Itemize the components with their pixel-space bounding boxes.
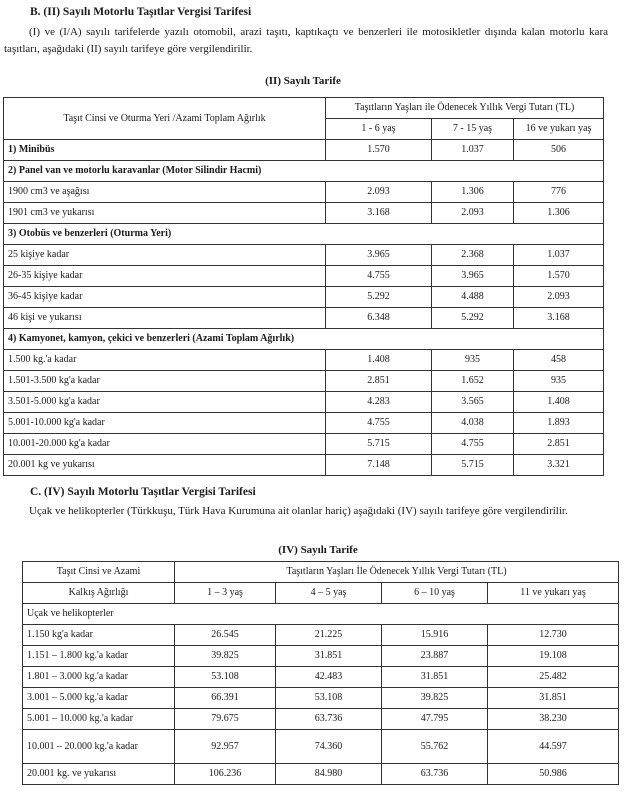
table-ii-cell: 2.851 <box>326 371 432 392</box>
table-iv-cell: 23.887 <box>382 646 488 667</box>
table-ii-row-label: 46 kişi ve yukarısı <box>4 308 326 329</box>
table-iv-header-age-2: 4 – 5 yaş <box>276 583 382 604</box>
table-iv-cell: 25.482 <box>488 667 619 688</box>
table-iv-cell: 38.230 <box>488 709 619 730</box>
table-row <box>4 245 604 266</box>
table-ii-caption: (II) Sayılı Tarife <box>265 75 341 87</box>
table-ii-cell: 3.965 <box>432 266 514 287</box>
table-iv-header-age-3: 6 – 10 yaş <box>382 583 488 604</box>
table-ii-cell: 7.148 <box>326 455 432 476</box>
table-row <box>4 392 604 413</box>
table-ii-row-label: 20.001 kg ve yukarısı <box>4 455 326 476</box>
table-row <box>4 266 604 287</box>
table-ii-header-age-2: 7 - 15 yaş <box>432 119 514 140</box>
table-ii-category-label: 3) Otobüs ve benzerleri (Oturma Yeri) <box>4 224 604 245</box>
table-row <box>4 434 604 455</box>
table-iv-cell: 50.986 <box>488 764 619 785</box>
table-ii-header-age-1: 1 - 6 yaş <box>326 119 432 140</box>
table-ii-category-row <box>4 224 604 245</box>
table-iv-cell: 26.545 <box>175 625 276 646</box>
table-row <box>4 350 604 371</box>
table-row <box>23 625 619 646</box>
table-ii-category-row <box>4 329 604 350</box>
table-row <box>23 764 619 785</box>
table-iv-caption: (IV) Sayılı Tarife <box>278 544 358 556</box>
table-ii-cell: 2.093 <box>432 203 514 224</box>
table-ii-row-label: 1900 cm3 ve aşağısı <box>4 182 326 203</box>
table-ii-category-label: 2) Panel van ve motorlu karavanlar (Motor Silindir Hacmi) <box>4 161 604 182</box>
table-row <box>4 140 604 161</box>
table-ii-cell: 4.488 <box>432 287 514 308</box>
table-iv-cell: 21.225 <box>276 625 382 646</box>
table-row <box>4 455 604 476</box>
table-iv-cell: 31.851 <box>488 688 619 709</box>
table-ii-row-label: 36-45 kişiye kadar <box>4 287 326 308</box>
table-iv-cell: 53.108 <box>276 688 382 709</box>
table-iv-cell: 53.108 <box>175 667 276 688</box>
table-iv-cell: 19.108 <box>488 646 619 667</box>
table-iv-cell: 31.851 <box>276 646 382 667</box>
table-iv-row-label: 5.001 – 10.000 kg.'a kadar <box>23 709 175 730</box>
table-iv-row-label: 1.801 – 3.000 kg.'a kadar <box>23 667 175 688</box>
table-ii-header-vehicle: Taşıt Cinsi ve Oturma Yeri /Azami Toplam Ağırlık <box>4 98 326 140</box>
table-ii-cell: 5.292 <box>432 308 514 329</box>
table-iv-header-group: Taşıtların Yaşları İle Ödenecek Yıllık Vergi Tutarı (TL) <box>175 562 619 583</box>
table-iv-cell: 31.851 <box>382 667 488 688</box>
table-ii-cell: 5.292 <box>326 287 432 308</box>
table-ii-cell: 1.408 <box>326 350 432 371</box>
table-iv-cell: 92.957 <box>175 730 276 764</box>
table-ii-cell: 935 <box>432 350 514 371</box>
table-row <box>4 182 604 203</box>
section-b-paragraph: (I) ve (I/A) sayılı tarifelerde yazılı otomobil, arazi taşıtı, kaptıkaçtı ve benzerleri ile motosikletler dışında kalan motorlu kara taşıtları, aşağıdaki (II) sayılı tarifeye göre vergilendirilir. <box>4 26 608 55</box>
table-iv-cell: 12.730 <box>488 625 619 646</box>
table-iv-row-label: 1.151 – 1.800 kg.'a kadar <box>23 646 175 667</box>
table-iv-cell: 79.675 <box>175 709 276 730</box>
table-ii-cell: 1.306 <box>514 203 604 224</box>
table-ii-cell: 2.093 <box>326 182 432 203</box>
table-ii-row-label: 26-35 kişiye kadar <box>4 266 326 287</box>
table-ii-cell: 1.306 <box>432 182 514 203</box>
table-ii-cell: 2.093 <box>514 287 604 308</box>
table-row <box>23 688 619 709</box>
table-iv-header-vehicle-1: Taşıt Cinsi ve Azami <box>23 562 175 583</box>
section-c-paragraph: Uçak ve helikopterler (Türkkuşu, Türk Hava Kurumuna ait olanlar hariç) aşağıdaki (IV) sayılı tarifeye göre vergilendirilir. <box>29 505 568 517</box>
table-row <box>23 667 619 688</box>
table-row <box>4 287 604 308</box>
table-iv-cell: 66.391 <box>175 688 276 709</box>
table-ii-cell: 5.715 <box>432 455 514 476</box>
table-iv-cell: 39.825 <box>382 688 488 709</box>
table-ii-category-label: 4) Kamyonet, kamyon, çekici ve benzerleri (Azami Toplam Ağırlık) <box>4 329 604 350</box>
table-ii-cell: 3.965 <box>326 245 432 266</box>
table-ii-header-group: Taşıtların Yaşları ile Ödenecek Yıllık Vergi Tutarı (TL) <box>326 98 604 119</box>
table-ii-row-label: 1) Minibüs <box>4 140 326 161</box>
table-ii-cell: 3.168 <box>514 308 604 329</box>
table-row <box>4 413 604 434</box>
table-ii-cell: 4.283 <box>326 392 432 413</box>
table-ii-cell: 1.893 <box>514 413 604 434</box>
table-row <box>23 646 619 667</box>
table-ii-category-row <box>4 161 604 182</box>
table-ii-row-label: 1901 cm3 ve yukarısı <box>4 203 326 224</box>
table-ii-cell: 1.037 <box>432 140 514 161</box>
table-iv-cell: 44.597 <box>488 730 619 764</box>
table-ii-cell: 506 <box>514 140 604 161</box>
table-iv-category: Uçak ve helikopterler <box>23 604 619 625</box>
table-ii-cell: 4.755 <box>326 266 432 287</box>
table-ii-row-label: 25 kişiye kadar <box>4 245 326 266</box>
table-ii-row-label: 3.501-5.000 kg'a kadar <box>4 392 326 413</box>
section-b-title: B. (II) Sayılı Motorlu Taşıtlar Vergisi Tarifesi <box>30 6 252 18</box>
table-ii-cell: 4.755 <box>432 434 514 455</box>
table-iv-header-age-1: 1 – 3 yaş <box>175 583 276 604</box>
table-ii-cell: 2.368 <box>432 245 514 266</box>
table-ii-cell: 1.570 <box>514 266 604 287</box>
table-ii-cell: 3.565 <box>432 392 514 413</box>
table-ii-cell: 2.851 <box>514 434 604 455</box>
table-iv-header-vehicle-2: Kalkış Ağırlığı <box>23 583 175 604</box>
table-iv-cell: 55.762 <box>382 730 488 764</box>
table-ii <box>3 97 604 476</box>
table-ii-cell: 3.168 <box>326 203 432 224</box>
table-ii-cell: 1.408 <box>514 392 604 413</box>
table-iv-cell: 74.360 <box>276 730 382 764</box>
table-ii-cell: 4.755 <box>326 413 432 434</box>
table-ii-cell: 1.570 <box>326 140 432 161</box>
table-row <box>4 308 604 329</box>
table-iv-row-label: 3.001 – 5.000 kg.'a kadar <box>23 688 175 709</box>
table-iv-cell: 63.736 <box>276 709 382 730</box>
table-ii-cell: 3.321 <box>514 455 604 476</box>
table-ii-row-label: 10.001-20.000 kg'a kadar <box>4 434 326 455</box>
table-iv <box>22 561 619 785</box>
section-c-title: C. (IV) Sayılı Motorlu Taşıtlar Vergisi Tarifesi <box>30 486 256 498</box>
table-row <box>23 730 619 764</box>
table-row <box>4 203 604 224</box>
table-ii-row-label: 5.001-10.000 kg'a kadar <box>4 413 326 434</box>
table-ii-cell: 4.038 <box>432 413 514 434</box>
table-ii-cell: 776 <box>514 182 604 203</box>
table-iv-cell: 84.980 <box>276 764 382 785</box>
table-ii-cell: 5.715 <box>326 434 432 455</box>
table-ii-cell: 1.652 <box>432 371 514 392</box>
table-ii-cell: 1.037 <box>514 245 604 266</box>
table-ii-header-age-3: 16 ve yukarı yaş <box>514 119 604 140</box>
table-iv-row-label: 10.001 – 20.000 kg.'a kadar <box>23 730 175 764</box>
table-ii-cell: 935 <box>514 371 604 392</box>
table-iv-row-label: 1.150 kg'a kadar <box>23 625 175 646</box>
table-row <box>23 709 619 730</box>
table-iv-cell: 47.795 <box>382 709 488 730</box>
table-row <box>4 371 604 392</box>
table-ii-row-label: 1.501-3.500 kg'a kadar <box>4 371 326 392</box>
table-iv-cell: 63.736 <box>382 764 488 785</box>
table-iv-row-label: 20.001 kg. ve yukarısı <box>23 764 175 785</box>
table-ii-cell: 458 <box>514 350 604 371</box>
table-iv-cell: 15.916 <box>382 625 488 646</box>
table-iv-header-age-4: 11 ve yukarı yaş <box>488 583 619 604</box>
table-iv-cell: 42.483 <box>276 667 382 688</box>
table-ii-cell: 6.348 <box>326 308 432 329</box>
table-iv-cell: 106.236 <box>175 764 276 785</box>
table-iv-cell: 39.825 <box>175 646 276 667</box>
table-ii-row-label: 1.500 kg.'a kadar <box>4 350 326 371</box>
